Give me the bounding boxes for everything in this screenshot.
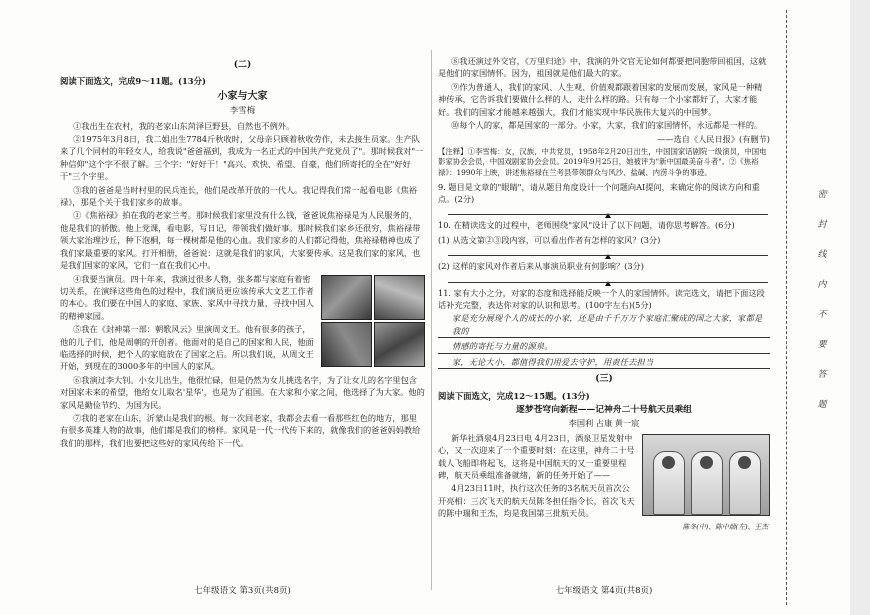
news-title: 逐梦苍穹向新程——记神舟二十号航天员乘组: [516, 404, 692, 415]
handwritten-answer[interactable]: 家，无论大小，都值得我们用爱去守护，用责任去担当: [438, 356, 770, 369]
article-title: 小家与大家: [217, 90, 268, 102]
paragraph: ⑤我在《封神第一部：朝歌风云》里演周文王。他有很多的孩子，他的儿子们，他是周朝的开创者。他面对的是自己的国家和人民，他面临选择的时候，把个人的家庭放在了国家之后。所以我们说，从周文王开始，到现在的3000多年的中国人的家风。: [60, 324, 314, 372]
section-title: (三): [595, 374, 613, 385]
answer-line[interactable]: [448, 247, 768, 258]
astronaut-figure: [729, 451, 761, 515]
question-11: 11. 家有大小之分，对家的态度和选择能反映一个人的家国情怀。读完选文，请把下面这段话补充完整，表达你对家的认识和思考。(100字左右)(5分): [438, 287, 765, 311]
paragraph: ⑥我演过李大钊。小女儿出生，他很忙碌，但是仍然为女儿挑选名字，为了让女儿的名字里包含对国家未来的希望，他给女儿取名'星华'，也是为了祖国。在大家和小家之间，他选择了为大家。他的家风是勤俭节约、为国为民。: [60, 374, 425, 410]
news-paragraph: 新华社酒泉4月23日电 4月23日，酒泉卫星发射中心，又一次迎来了一个重要时刻：在这里，神舟二十号载人飞船即将起飞，这将是中国航天的又一重要里程碑，航天员乘组准备就绪，新的任务开始了——: [438, 432, 635, 480]
answer-line[interactable]: [448, 274, 768, 285]
reading-instruction: 阅读下面选文，完成12～15题。(13分): [438, 390, 590, 401]
astronaut-figure: [653, 451, 685, 515]
paragraph: ①《焦裕禄》拍在我的老家兰考。那时候我们家里没有什么钱，爸爸说焦裕禄是为人民服务的，他是我们的骄傲。他上党课，看电影，写日记，带领我们做好事。那时候我们家乡还很穷，焦裕禄带领大家治理沙丘，种下泡桐，每一棵树都是他的心血。我们家乡的人们都记得他，焦裕禄精神也成了我们家最重要的家风。打开相册，爸爸说：这就是我们的家风，大家要传承。这是我们家的家风，也是我们国家的家风，它们一直在我们心中。: [60, 210, 421, 271]
paragraph: ⑨作为普通人，我们的家风、人生观、价值观都跟着国家的发展而发展，家风是一种精神传承，它告诉我们要做什么样的人，走什么样的路。只有每一个小家都好了，大家才能好。我们的国家才能越来越强大，我们才能实现中华民族伟大复兴的中国梦。: [438, 81, 763, 117]
section-title: (二): [233, 60, 252, 70]
paragraph: ⑩每个人的家，都是国家的一部分。小家，大家，我们的家国情怀，永远都是一样的。: [451, 120, 763, 131]
right-column: [438, 55, 770, 533]
film-still-photo: [374, 275, 425, 320]
paragraph: ①我出生在农村，我的老家山东菏泽巨野县，自然也不例外。: [73, 120, 295, 131]
paragraph: ⑦我的老家在山东，沂蒙山是我们的根。每一次回老家，我都会去看一看那些红色的地方，那里有很多英雄人物的故事，他们都是我们的榜样。家风是一代一代传下来的，就像我们的爸爸妈妈教给我们的那样，我们也要把这些好的家风传给下一代。: [60, 412, 421, 448]
paragraph: ②1975年3月8日，我二姐出生7784斤秋收时，父母亲只顾着秋收劳作，未去接生员家。生产队来了几个同村的年轻女人，给我说"爸爸福到，我成为一名正式的中国共产党党员了"。那时候我对"一种信仰"这个字不很了解。三个字："好好干！"高兴、欢快、希望、自豪，他们所寄托的全在"好好干"三个字里。: [60, 134, 424, 182]
astronaut-photo: [642, 434, 770, 516]
column-divider: [431, 50, 432, 590]
film-still-photo: [321, 275, 372, 320]
question-9: 9. 题目是文章的"眼睛"，请从题目角度设计一个问题向AI提问，来确定你的阅读方向和重点。(2分): [438, 181, 760, 205]
question-10: 10. 在精读选文的过程中，老师围绕"家风"设计了以下问题，请你思考解答。(6分): [438, 220, 735, 231]
binding-line: [786, 10, 788, 605]
article-author: 李雪梅: [229, 106, 256, 117]
question-10-2: (2) 这样的家风对作者后来从事演员职业有何影响？(3分): [438, 261, 644, 272]
photo-collage: [321, 275, 425, 367]
handwritten-answer[interactable]: 情感的寄托与力量的源泉。: [438, 340, 770, 353]
page-footer: 七年级语文 第3页(共8页): [194, 586, 291, 596]
film-still-photo: [321, 322, 372, 367]
photo-caption: 陈冬(中)、陈中瑞(左)、王杰: [682, 522, 768, 531]
question-10-1: (1) 从选文第②③段内容，可以看出作者有怎样的家风？(3分): [438, 234, 661, 245]
handwritten-answer[interactable]: 家是充分展现个人的成长的小家，还是由千千万万个家庭汇聚成的国之大家，家都是我的: [438, 312, 770, 338]
paragraph: ⑧我还演过外交官，《万里归途》中，我演的外交官无论如何都要把同胞带回祖国，这就是他们的家国情怀。因为，祖国就是他们最大的家。: [438, 56, 767, 79]
page-footer: 七年级语文 第4页(共8页): [555, 586, 653, 596]
news-author: 李国利 占康 黄一宸: [568, 418, 640, 429]
annotation-note: 【注释】①李雪梅：女，汉族，中共党员，1958年2月20日出生，中国国家话剧院一级演员，中国电影家协会会员，中国戏剧家协会会员。2019年9月25日，她被评为"新中国最美奋斗者"。②《焦裕禄》：1990年上映，讲述焦裕禄在兰考县带领群众与风沙、盐碱、内涝斗争的事迹。: [438, 146, 767, 178]
astronaut-figure: [691, 451, 723, 515]
film-still-photo: [374, 322, 425, 367]
left-column: [60, 55, 425, 450]
article-source: ——选自《人民日报》(有删节): [657, 134, 770, 145]
paragraph: ③我的爸爸是当时村里的民兵连长，他们是改革开放的一代人。我记得我们常一起看电影《焦裕禄》，那是个关于我们家乡的故事。: [60, 184, 417, 208]
page-edge: [850, 0, 870, 615]
answer-line[interactable]: [448, 206, 768, 217]
paragraph: ④我要当演员。四十年来，我演过很多人物，张多都与家庭有着密切关系，在演绎这些角色的过程中，我们演员更应该传承大文艺工作者的本心。我们要在中国人的家庭、家族、家风中寻找力量，寻找中国人的精神家园。: [60, 273, 314, 321]
reading-instruction: 阅读下面选文，完成9～11题。(13分): [60, 76, 206, 87]
binding-warning: 密 封 线 内 不 要 答 题: [817, 190, 827, 410]
news-paragraph: 4月23日11时，执行这次任务的3名航天员首次公开亮相：三次飞天的航天员陈冬担任指令长，首次飞天的陈中瑞和王杰，均是我国第三批航天员。: [438, 483, 635, 519]
